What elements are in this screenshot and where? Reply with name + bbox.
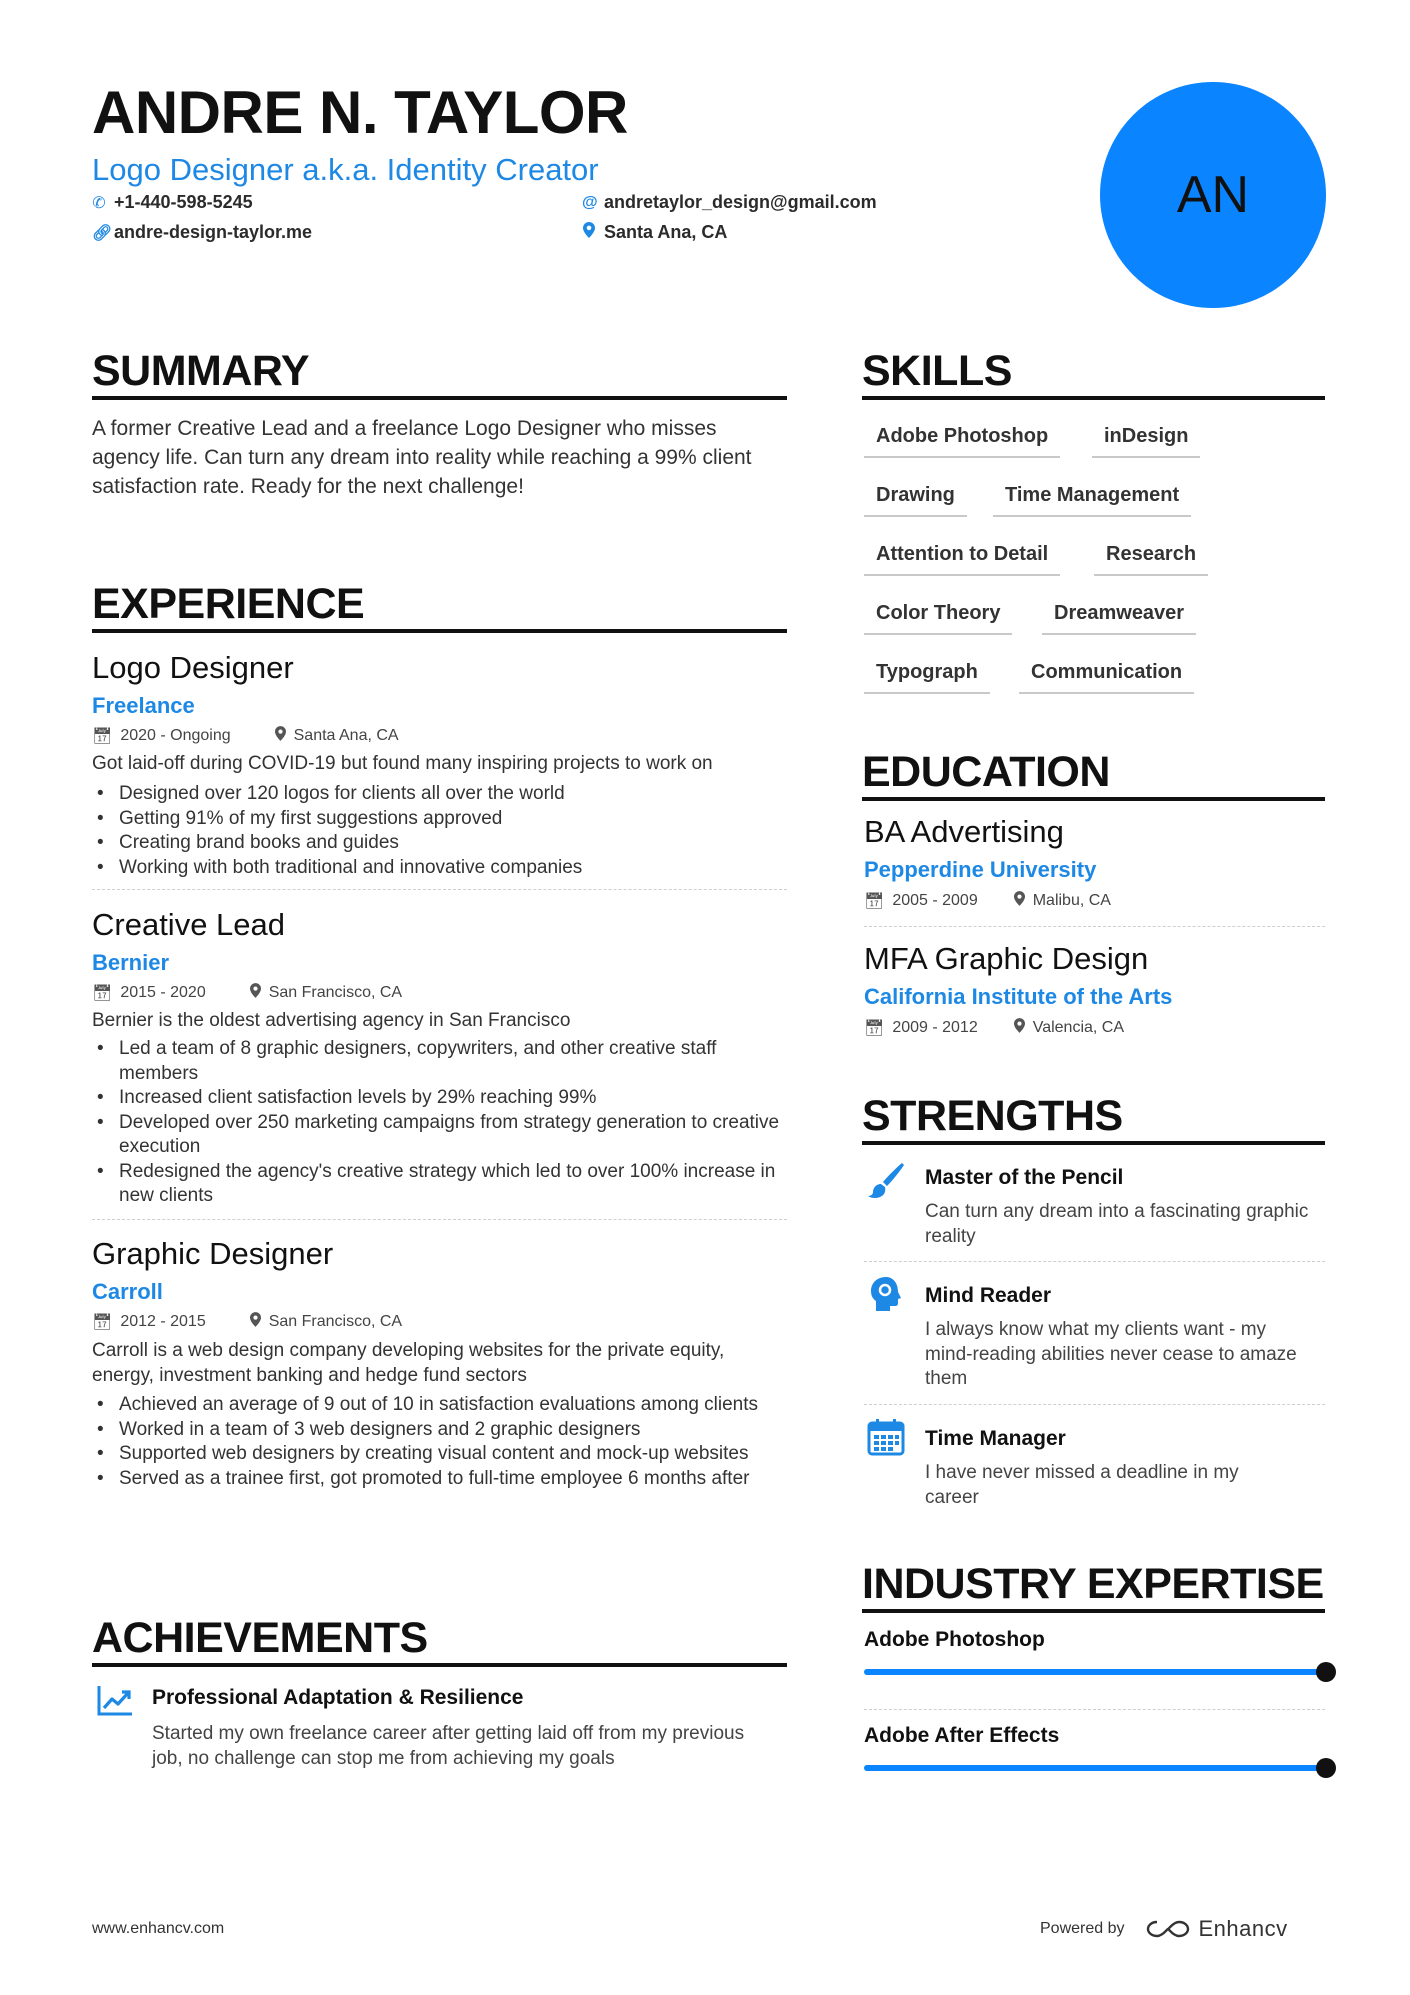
trending-up-icon	[96, 1683, 134, 1717]
location-pin-icon	[582, 222, 596, 243]
summary-heading: SUMMARY	[92, 347, 310, 395]
location-pin-icon	[250, 983, 261, 1003]
education-meta	[864, 1018, 1124, 1038]
education-meta	[864, 891, 1111, 911]
experience-heading: EXPERIENCE	[92, 580, 365, 628]
job-company: Freelance	[92, 693, 195, 718]
expertise-bar	[864, 1669, 1326, 1675]
job-description: Got laid-off during COVID-19 but found many inspiring projects to work on	[92, 753, 713, 774]
job-meta	[92, 983, 402, 1003]
education-degree: MFA Graphic Design	[864, 941, 1149, 976]
job-bullet: • Developed over 250 marketing campaigns from strategy generation to creative execution	[92, 1111, 792, 1160]
expertise-label: Adobe Photoshop	[864, 1628, 1045, 1651]
job-description: Bernier is the oldest advertising agency in San Francisco	[92, 1010, 571, 1031]
calendar-icon	[866, 1417, 906, 1457]
infinity-icon	[1145, 1918, 1191, 1940]
job-company: Carroll	[92, 1279, 163, 1304]
strength-description: I have never missed a deadline in my career	[925, 1462, 1239, 1508]
calendar-icon: 📅︎	[92, 985, 113, 1002]
skill-tag: Research	[1094, 543, 1208, 576]
job-meta	[92, 726, 399, 746]
expertise-bar-knob	[1316, 1758, 1336, 1778]
industry-expertise-divider	[862, 1609, 1325, 1613]
expertise-bar	[864, 1765, 1326, 1771]
at-icon: @	[582, 193, 598, 211]
job-bullets	[92, 782, 792, 880]
job-location: San Francisco, CA	[268, 984, 403, 1001]
expertise-separator	[864, 1709, 1325, 1710]
expertise-bar-fill	[864, 1669, 1326, 1675]
job-separator	[92, 889, 787, 890]
achievements-divider	[92, 1663, 787, 1667]
job-bullet: • Designed over 120 logos for clients all over the world	[92, 782, 792, 807]
education-school: Pepperdine University	[864, 857, 1097, 882]
contact-location: Santa Ana, CA	[582, 222, 727, 243]
education-divider	[862, 797, 1325, 801]
achievement-description: Started my own freelance career after getting laid off from my previous job, no challenge can stop me from achieving my goals	[152, 1723, 745, 1769]
contact-website[interactable]: 🔗︎ andre-design-taylor.me	[92, 222, 313, 242]
phone-icon: ✆	[92, 194, 106, 212]
achievement-title: Professional Adaptation & Resilience	[152, 1686, 524, 1709]
education-location: Malibu, CA	[1032, 892, 1111, 909]
strength-description: I always know what my clients want - my mind-reading abilities never cease to amaze them	[925, 1319, 1297, 1389]
footer-website[interactable]: www.enhancv.com	[92, 1920, 225, 1937]
education-dates: 2009 - 2012	[892, 1019, 978, 1036]
skills-divider	[862, 396, 1325, 400]
job-title: Graphic Designer	[92, 1236, 334, 1271]
job-bullet: • Redesigned the agency's creative strategy which led to over 100% increase in new clients	[92, 1160, 792, 1209]
job-bullet: • Worked in a team of 3 web designers and 2 graphic designers	[92, 1418, 792, 1443]
brand-name: Enhancv	[1198, 1916, 1288, 1941]
skill-tag: Time Management	[993, 484, 1191, 517]
enhancv-logo[interactable]	[1145, 1916, 1288, 1942]
skills-heading: SKILLS	[862, 347, 1012, 395]
job-dates: 2015 - 2020	[120, 984, 206, 1001]
head-icon	[866, 1274, 906, 1314]
job-bullet: • Supported web designers by creating visual content and mock-up websites	[92, 1442, 792, 1467]
calendar-icon: 📅︎	[92, 728, 113, 745]
job-bullet: • Achieved an average of 9 out of 10 in satisfaction evaluations among clients	[92, 1393, 792, 1418]
skill-tag: Dreamweaver	[1042, 602, 1196, 635]
education-location: Valencia, CA	[1032, 1019, 1125, 1036]
strength-separator	[864, 1404, 1325, 1405]
education-school: California Institute of the Arts	[864, 984, 1173, 1009]
job-separator	[92, 1219, 787, 1220]
location-pin-icon	[275, 726, 286, 746]
footer-powered	[1040, 1916, 1288, 1942]
calendar-icon: 📅︎	[864, 893, 885, 910]
job-description: Carroll is a web design company developing websites for the private equity, energy, investment banking and hedge fund sectors	[92, 1340, 725, 1386]
education-degree: BA Advertising	[864, 814, 1064, 849]
achievements-heading: ACHIEVEMENTS	[92, 1614, 428, 1662]
education-separator	[864, 926, 1325, 927]
skill-tag: Color Theory	[864, 602, 1012, 635]
summary-text: A former Creative Lead and a freelance Logo Designer who misses agency life. Can turn any dream into reality while reaching a 99% client satisfaction rate. Ready for the next challenge!	[92, 417, 752, 498]
job-bullet: • Served as a trainee first, got promoted to full-time employee 6 months after	[92, 1467, 792, 1492]
job-title: Logo Designer	[92, 650, 294, 685]
education-heading: EDUCATION	[862, 748, 1110, 796]
calendar-icon: 📅︎	[864, 1020, 885, 1037]
powered-by-label: Powered by	[1040, 1920, 1125, 1937]
avatar	[1100, 82, 1326, 308]
contact-email[interactable]: @ andretaylor_design@gmail.com	[582, 192, 877, 212]
job-bullet: • Working with both traditional and innovative companies	[92, 856, 792, 881]
candidate-role: Logo Designer a.k.a. Identity Creator	[92, 152, 599, 187]
skill-tag: inDesign	[1092, 425, 1200, 458]
paintbrush-icon	[866, 1160, 906, 1200]
job-bullet: • Increased client satisfaction levels by 29% reaching 99%	[92, 1086, 792, 1111]
job-dates: 2012 - 2015	[120, 1313, 206, 1330]
strength-title: Mind Reader	[925, 1284, 1052, 1307]
contact-phone[interactable]: ✆ +1-440-598-5245	[92, 192, 253, 212]
expertise-bar-knob	[1316, 1662, 1336, 1682]
skill-tag: Typograph	[864, 661, 990, 694]
job-bullet: • Getting 91% of my first suggestions approved	[92, 807, 792, 832]
expertise-label: Adobe After Effects	[864, 1724, 1060, 1747]
job-location: San Francisco, CA	[268, 1313, 403, 1330]
calendar-icon: 📅︎	[92, 1314, 113, 1331]
job-meta	[92, 1312, 402, 1332]
job-bullets	[92, 1037, 792, 1209]
job-title: Creative Lead	[92, 907, 286, 942]
summary-divider	[92, 396, 787, 400]
job-bullet: • Creating brand books and guides	[92, 831, 792, 856]
job-dates: 2020 - Ongoing	[120, 727, 231, 744]
location-pin-icon	[1014, 891, 1025, 911]
experience-divider	[92, 629, 787, 633]
location-pin-icon	[1014, 1018, 1025, 1038]
education-dates: 2005 - 2009	[892, 892, 978, 909]
strength-separator	[864, 1261, 1325, 1262]
location-pin-icon	[250, 1312, 261, 1332]
strengths-divider	[862, 1141, 1325, 1145]
job-company: Bernier	[92, 950, 170, 975]
industry-expertise-heading: INDUSTRY EXPERTISE	[862, 1560, 1324, 1608]
strength-title: Master of the Pencil	[925, 1166, 1124, 1189]
avatar-initials: AN	[1176, 166, 1250, 224]
job-location: Santa Ana, CA	[293, 727, 399, 744]
link-icon: 🔗︎	[92, 224, 113, 242]
job-bullets	[92, 1393, 792, 1491]
skill-tag: Communication	[1019, 661, 1194, 694]
expertise-bar-fill	[864, 1765, 1326, 1771]
candidate-name: ANDRE N. TAYLOR	[92, 79, 628, 146]
skill-tag: Drawing	[864, 484, 967, 517]
skill-tag: Attention to Detail	[864, 543, 1060, 576]
strength-description: Can turn any dream into a fascinating graphic reality	[925, 1201, 1309, 1247]
strengths-heading: STRENGTHS	[862, 1092, 1123, 1140]
skill-tag: Adobe Photoshop	[864, 425, 1060, 458]
job-bullet: • Led a team of 8 graphic designers, copywriters, and other creative staff members	[92, 1037, 792, 1086]
strength-title: Time Manager	[925, 1427, 1066, 1450]
